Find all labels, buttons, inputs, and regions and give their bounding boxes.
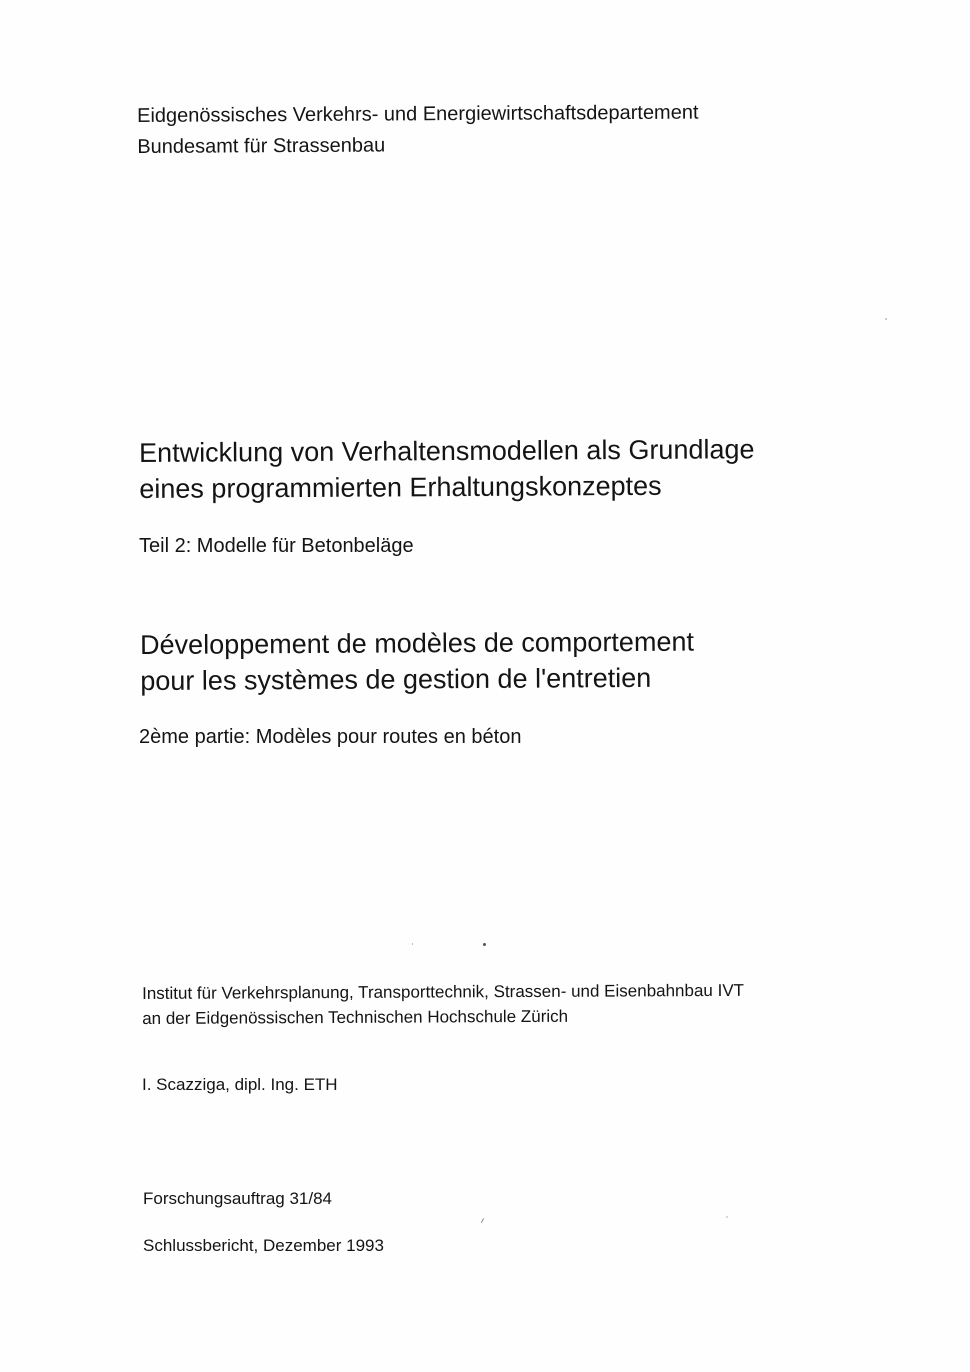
institute-block xyxy=(142,978,744,1031)
scan-speck xyxy=(885,318,887,320)
scan-speck xyxy=(483,943,486,946)
institute-line-2: an der Eidgenössischen Technischen Hochschule Zürich xyxy=(142,1006,569,1028)
scan-speck xyxy=(481,1218,484,1223)
author: I. Scazziga, dipl. Ing. ETH xyxy=(142,1075,338,1094)
research-contract: Forschungsauftrag 31/84 xyxy=(143,1189,333,1208)
french-title xyxy=(140,624,694,699)
issuing-authority xyxy=(137,98,699,163)
french-title-line-2: pour les systèmes de gestion de l'entretien xyxy=(140,662,652,696)
institute-line-1: Institut für Verkehrsplanung, Transporttechnik, Strassen- und Eisenbahnbau IVT xyxy=(142,980,745,1003)
scan-speck xyxy=(412,943,413,945)
scan-speck xyxy=(726,1216,728,1218)
german-title-line-1: Entwicklung von Verhaltensmodellen als Grundlage xyxy=(139,434,755,468)
french-title-line-1: Développement de modèles de comportement xyxy=(140,626,695,660)
german-title xyxy=(139,431,755,507)
department-name: Eidgenössisches Verkehrs- und Energiewirtschaftsdepartement xyxy=(137,101,699,127)
report-date: Schlussbericht, Dezember 1993 xyxy=(143,1236,384,1255)
german-subtitle: Teil 2: Modelle für Betonbeläge xyxy=(139,535,414,557)
french-subtitle: 2ème partie: Modèles pour routes en béton xyxy=(139,726,522,748)
office-name: Bundesamt für Strassenbau xyxy=(137,134,386,158)
german-title-line-2: eines programmierten Erhaltungskonzeptes xyxy=(139,470,662,504)
